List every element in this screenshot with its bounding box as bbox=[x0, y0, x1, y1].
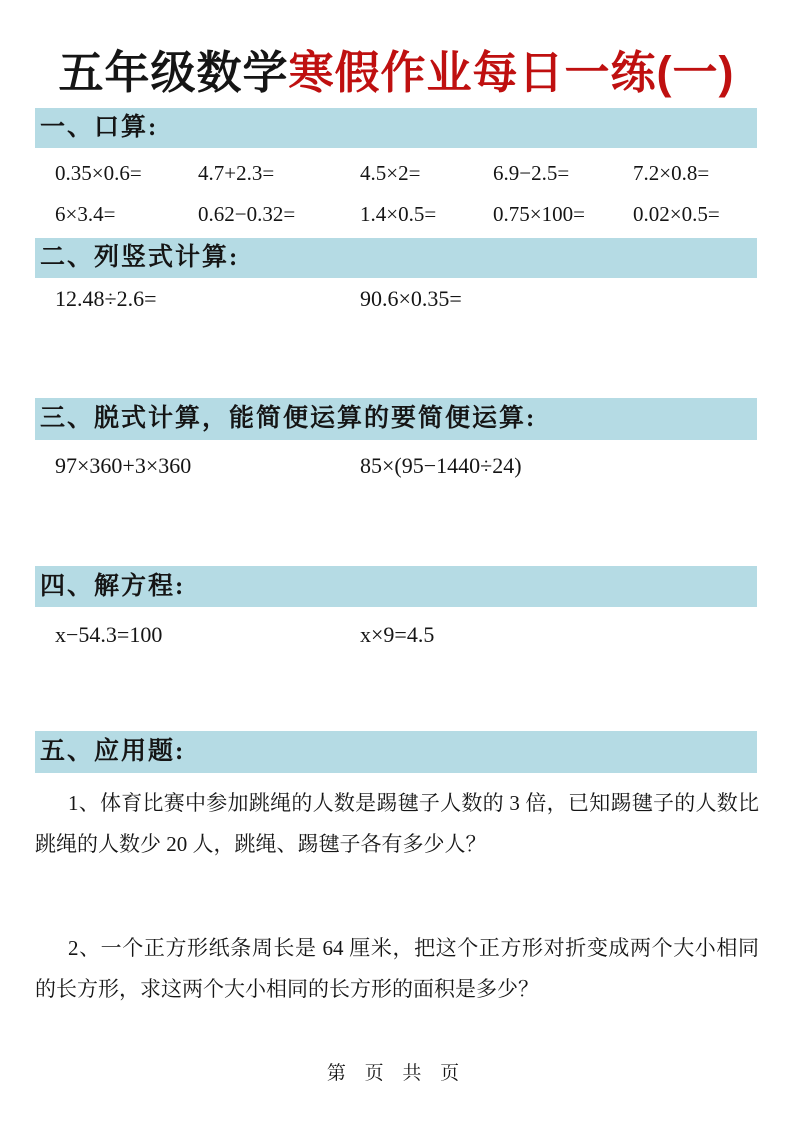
section-heading-equations bbox=[35, 566, 757, 607]
section-heading-word-problems bbox=[35, 731, 757, 773]
section-heading-column-calc-label: 二、列竖式计算: bbox=[40, 244, 240, 271]
page-footer: 第 页 共 页 bbox=[326, 1063, 467, 1084]
column-calc-problems bbox=[35, 286, 757, 312]
oral-problem: 0.35×0.6= bbox=[55, 161, 142, 185]
oral-row-1 bbox=[35, 161, 757, 186]
section-heading-stepwise-calc bbox=[35, 398, 757, 440]
oral-problem: 1.4×0.5= bbox=[360, 202, 437, 226]
column-calc-problem: 90.6×0.35= bbox=[360, 286, 462, 311]
section-heading-oral bbox=[35, 108, 757, 148]
oral-problem: 0.75×100= bbox=[493, 202, 585, 226]
stepwise-calc-problem: 85×(95−1440÷24) bbox=[360, 453, 522, 478]
stepwise-calc-problem: 97×360+3×360 bbox=[55, 453, 192, 478]
section-heading-column-calc bbox=[35, 238, 757, 278]
oral-problem: 4.7+2.3= bbox=[198, 161, 275, 185]
equation-problem: x×9=4.5 bbox=[360, 622, 435, 647]
section-heading-oral-label: 一、口算: bbox=[40, 114, 159, 141]
oral-problem: 7.2×0.8= bbox=[633, 161, 710, 185]
word-problem-1: 1、体育比赛中参加跳绳的人数是踢毽子人数的 3 倍，已知踢毽子的人数比跳绳的人数少 20 人，跳绳、踢毽子各有多少人？ bbox=[35, 791, 759, 856]
title-homework-topic: 寒假作业每日一练(一) bbox=[288, 47, 735, 98]
section-heading-equations-label: 四、解方程: bbox=[40, 573, 186, 600]
title-grade-subject: 五年级数学 bbox=[58, 47, 289, 98]
oral-row-2 bbox=[35, 202, 757, 227]
oral-problem: 6.9−2.5= bbox=[493, 161, 570, 185]
column-calc-problem: 12.48÷2.6= bbox=[55, 286, 157, 311]
word-problem-2: 2、一个正方形纸条周长是 64 厘米，把这个正方形对折变成两个大小相同的长方形，求这两个大小相同的长方形的面积是多少？ bbox=[35, 936, 759, 1001]
oral-problem: 0.62−0.32= bbox=[198, 202, 296, 226]
equation-problem: x−54.3=100 bbox=[55, 622, 163, 647]
page-title bbox=[0, 36, 793, 101]
oral-problem: 0.02×0.5= bbox=[633, 202, 720, 226]
section-heading-word-problems-label: 五、应用题: bbox=[40, 738, 186, 765]
oral-problem: 6×3.4= bbox=[55, 202, 116, 226]
section-heading-stepwise-calc-label: 三、脱式计算，能简便运算的要简便运算: bbox=[40, 405, 537, 432]
stepwise-calc-problems bbox=[35, 453, 757, 479]
equation-problems bbox=[35, 622, 757, 648]
oral-problem: 4.5×2= bbox=[360, 161, 421, 185]
